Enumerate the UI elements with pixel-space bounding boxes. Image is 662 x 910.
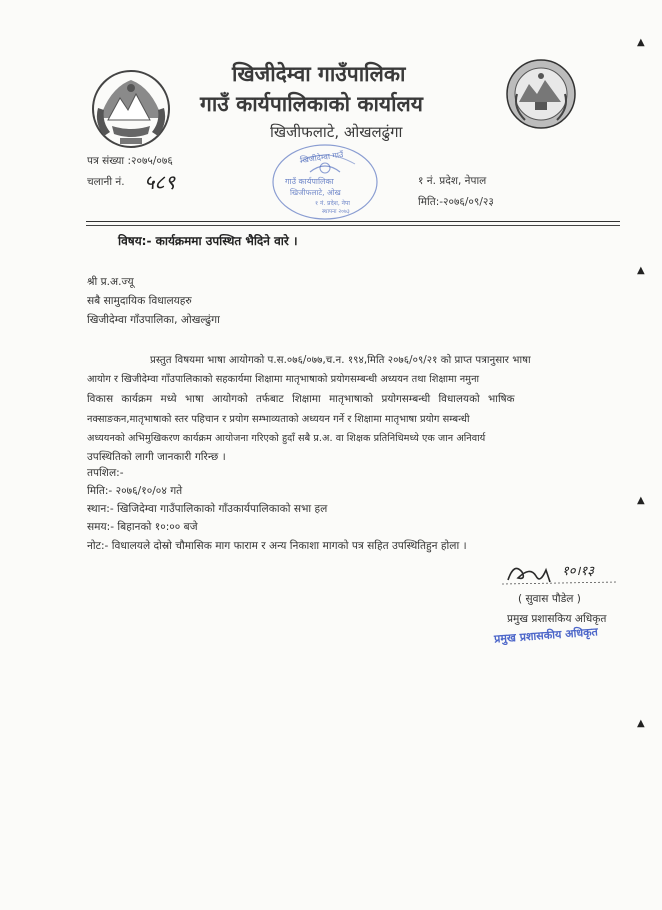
scan-mark-1: ▲: [637, 37, 645, 48]
header-address: खिजीफलाटे, ओखलढुंगा: [270, 123, 403, 141]
recipient-line-1: श्री प्र.अ.ज्यू: [87, 276, 134, 288]
stamp-line-4: १ नं. प्रदेश, नेपा: [315, 200, 350, 207]
details-place: स्थान:- खिजिदेम्वा गाउँपालिकाको गाँउकार्यपालिकाको सभा हल: [87, 503, 328, 515]
body-line-5: अध्ययनको अभिमुखिकरण कार्यक्रम आयोजना गरिएको हुदाँ सबै प्र.अ. वा शिक्षक प्रतिनिधिमध्ये एक जान अनिवार्य: [87, 433, 486, 444]
recipient-line-2: सबै सामुदायिक विधालयहरु: [87, 295, 192, 307]
municipality-seal-logo: [505, 58, 577, 130]
scan-mark-2: ▲: [637, 265, 645, 276]
recipient-line-3: खिजीदेम्वा गाँउपालिका, ओखल्ढुंगा: [87, 314, 220, 326]
signature-handwritten-date: १०।१३: [562, 564, 594, 579]
province-label: १ नं. प्रदेश, नेपाल: [418, 175, 487, 187]
header-municipality-name: खिजीदेम्वा गाउँपालिका: [232, 62, 406, 86]
stamp-line-1: खिजीदेम्वा गाउँ: [299, 150, 344, 165]
signature-scribble: [500, 558, 620, 588]
details-time: समय:- बिहानको १०:०० बजे: [87, 521, 198, 533]
stamp-line-5: स्थापना २०७३: [322, 209, 350, 215]
nepal-emblem-logo: [90, 68, 172, 150]
details-date: मिति:- २०७६/१०/०४ गते: [87, 485, 183, 497]
signatory-name: ( सुवास पौडेल ): [518, 593, 581, 605]
signatory-title: प्रमुख प्रशासकिय अधिकृत: [507, 613, 607, 625]
subject-line: विषय:- कार्यक्रममा उपस्थित भैदिने वारे ।: [118, 234, 298, 248]
details-note: नोट:- विधालयले दोस्रो चौमासिक माग फाराम र अन्य निकाशा मागको पत्र सहित उपस्थितिहुन होला ।: [87, 540, 467, 552]
header-rule-bottom: [86, 225, 620, 226]
letter-date: मिति:-२०७६/०९/२३: [418, 196, 494, 208]
scan-mark-3: ▲: [637, 495, 645, 506]
body-line-3: विकास कार्यक्रम मध्ये भाषा आयोगको तर्फबाट शिक्षामा मातृभाषाको प्रयोगसम्बन्धी विधालयको भाषिक: [87, 393, 515, 405]
dispatch-label: चलानी नं.: [87, 176, 125, 188]
body-line-6: उपस्थितिको लागी जानकारी गरिन्छ ।: [87, 451, 226, 463]
header-office-name: गाउँ कार्यपालिकाको कार्यालय: [200, 92, 423, 116]
details-heading: तपशिल:-: [87, 467, 124, 479]
body-line-4: नक्साङकन,मातृभाषाको स्तर पहिचान र प्रयोग सम्भाव्यताको अध्ययन गर्ने र शिक्षामा मातृभाषा प्रयोग सम्बन्धी: [87, 414, 470, 425]
letter-number: पत्र संख्या :२०७५/०७६: [87, 155, 173, 167]
signature-stamp: प्रमुख प्रशासकीय अधिकृत: [493, 625, 599, 646]
stamp-line-2: गाउँ कार्यपालिका: [285, 177, 334, 186]
scan-mark-4: ▲: [637, 718, 645, 729]
body-line-2: आयोग र खिजीदेम्वा गाँउपालिकाको सहकार्यमा शिक्षामा मातृभाषाको प्रयोगसम्बन्धी अध्ययन तथा शिक्षामा नमुना: [87, 374, 480, 385]
body-line-1: प्रस्तुत विषयमा भाषा आयोगको प.स.०७६/०७७,च.न. १९४,मिति २०७६/०९/२१ को प्राप्त पत्रानुसार भाषा: [150, 355, 531, 366]
header-rule-top: [86, 221, 620, 222]
stamp-line-3: खिजीफलाटे, ओख: [290, 188, 341, 197]
dispatch-number: ५८९: [144, 170, 176, 194]
